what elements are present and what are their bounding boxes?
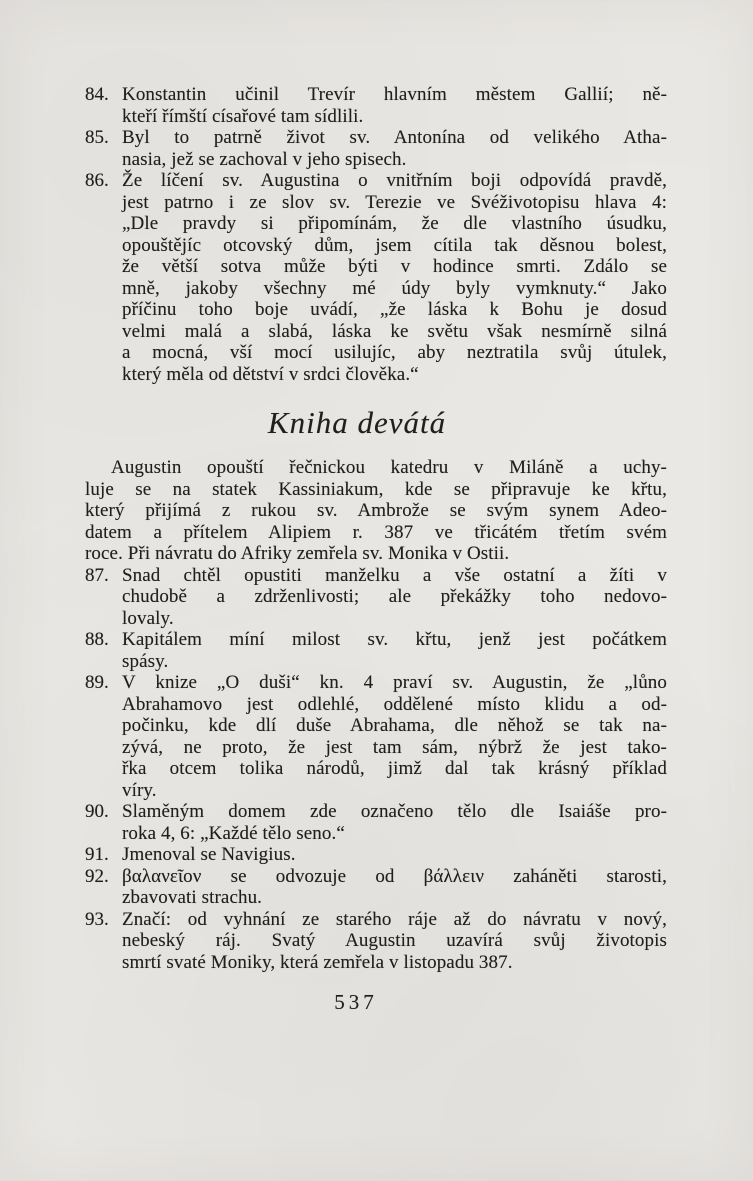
text-line: počinku, kde dlí duše Abrahama, dle něhož se tak na- [122,715,667,736]
note-item [85,84,667,127]
note-item [85,672,667,801]
text-line: Slaměným domem zde označeno tělo dle Isaiáše pro- [122,801,667,822]
note-item [85,909,667,974]
text-line: roce. Při návratu do Afriky zemřela sv. Monika v Ostii. [85,543,510,564]
note-text [122,629,667,672]
text-line: chudobě a zdrženlivosti; ale překážky toho nedovo- [122,586,667,607]
note-number: 89. [85,672,109,693]
note-number: 87. [85,564,109,586]
text-line: Že líčení sv. Augustina o vnitřním boji odpovídá pravdě, [122,170,667,191]
note-text [122,844,667,866]
page-content [85,84,667,1014]
note-item [85,866,667,909]
text-line: lovaly. [122,607,174,629]
note-number: 85. [85,127,109,148]
note-text [122,127,667,170]
text-line: víry. [122,779,157,801]
text-line: Abrahamovo jest odlehlé, oddělené místo klidu a od- [122,693,667,715]
text-line: a mocná, vší mocí usilujíc, aby neztratila svůj útulek, [122,342,667,363]
note-text [122,84,667,127]
text-line: nasia, jež se zachoval v jeho spisech. [122,148,407,170]
text-line: spásy. [122,650,169,672]
text-line: „Dle pravdy si připomínám, že dle vlastního úsudku, [122,213,667,234]
note-text [122,170,667,385]
text-line: velmi malá a slabá, láska ke světu však nesmírně silná [122,320,667,342]
text-line: nebeský ráj. Svatý Augustin uzavírá svůj životopis [122,930,667,951]
text-line: Snad chtěl opustiti manželku a vše ostatní a žíti v [122,564,667,586]
text-line: roka 4, 6: „Každé tělo seno.“ [122,822,345,844]
note-number: 93. [85,908,109,930]
notes-list-bottom [85,565,667,974]
text-line: datem a přítelem Alipiem r. 387 ve třicátém třetím svém [85,521,667,543]
text-line: Byl to patrně život sv. Antonína od velikého Atha- [122,127,667,148]
text-line: jest patrno i ze slov sv. Terezie ve Svéživotopisu hlava 4: [122,191,667,213]
note-item [85,170,667,385]
note-item [85,629,667,672]
note-number: 88. [85,629,109,650]
text-line: který měla od dětství v srdci člověka.“ [122,363,419,385]
chapter-heading: Kniha devátá [267,405,447,440]
note-number: 84. [85,84,109,105]
note-number: 90. [85,801,109,822]
note-text [122,866,667,909]
page-number: 537 [334,990,378,1014]
text-line: který přijímá z rukou sv. Ambrože se svým synem Adeo- [85,500,667,521]
text-line: Jmenoval se Navigius. [122,844,296,865]
text-line: řka otcem tolika národů, jimž dal tak krásný příklad [122,758,667,779]
text-line: zývá, ne proto, že jest tam sám, nýbrž že jest tako- [122,736,667,758]
note-text [122,565,667,630]
note-number: 91. [85,844,109,865]
notes-list-top [85,84,667,385]
note-text [122,672,667,801]
text-line: že větší sotva může býti v hodince smrti. Zdálo se [122,256,667,277]
intro-paragraph [85,457,667,565]
note-text [122,801,667,844]
note-number: 92. [85,865,109,887]
text-line: kteří římští císařové tam sídlili. [122,105,364,127]
text-line: opouštějíc otcovský dům, jsem cítila tak děsnou bolest, [122,234,667,256]
text-line: mně, jakoby všechny mé údy byly vymknuty.“ Jako [122,277,667,299]
text-line: příčinu toho boje uvádí, „že láska k Bohu je dosud [122,299,667,320]
note-text [122,909,667,974]
text-line: zbavovati strachu. [122,887,263,908]
text-line: Konstantin učinil Trevír hlavním městem Gallií; ně- [122,84,667,105]
note-number: 86. [85,170,109,191]
note-item [85,127,667,170]
text-line: βαλανεῖον se odvozuje od βάλλειν zaháněti starosti, [122,865,667,887]
note-item [85,801,667,844]
note-item [85,565,667,630]
text-line: Značí: od vyhnání ze starého ráje až do návratu v nový, [122,908,667,930]
text-line: Kapitálem míní milost sv. křtu, jenž jest počátkem [122,629,667,650]
text-line: Augustin opouští řečnickou katedru v Miláně a uchy- [111,457,667,478]
text-line: V knize „O duši“ kn. 4 praví sv. Augustin, že „lůno [122,672,667,693]
note-item [85,844,667,866]
text-line: smrtí svaté Moniky, která zemřela v listopadu 387. [122,951,513,973]
text-line: luje se na statek Kassiniakum, kde se připravuje ke křtu, [85,478,667,500]
